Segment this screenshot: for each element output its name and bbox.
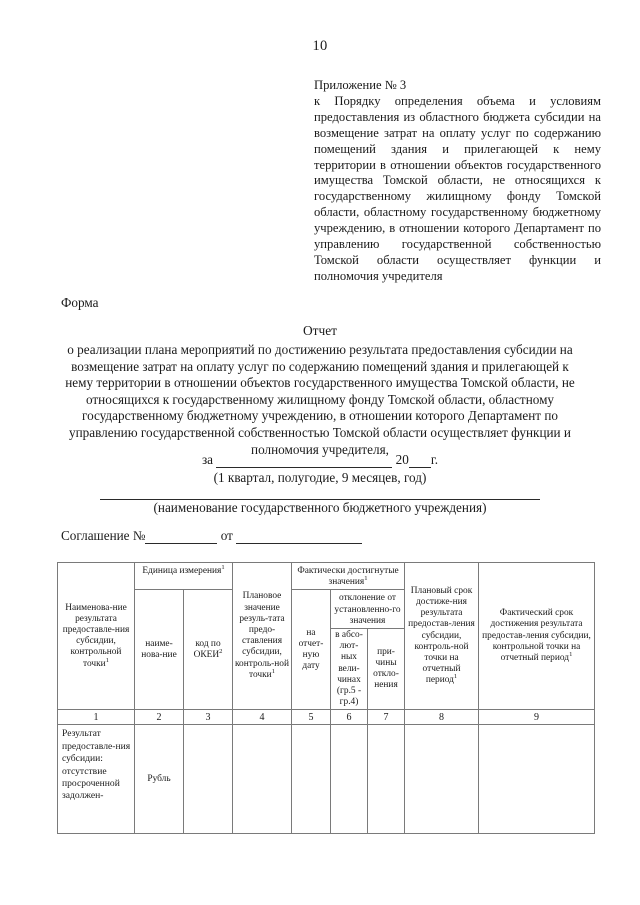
header-result-name-text: Наименова-ние результата предоставле-ния субсидии, контрольной точки (62, 602, 130, 669)
header-planned-term-sup: 1 (453, 673, 458, 681)
header-planned-value-sup: 1 (271, 667, 275, 675)
header-actual-group-text: Фактически достигнутые значения (297, 566, 399, 588)
agreement-number-field[interactable] (145, 530, 217, 544)
header-unit-code-text: код по ОКЕИ (193, 638, 221, 660)
column-number-8: 8 (405, 710, 479, 725)
header-on-report-date: на отчет-ную дату (292, 590, 331, 710)
cell-actual-term[interactable] (479, 725, 595, 834)
cell-unit-code[interactable] (184, 725, 233, 834)
period-hint: (1 квартал, полугодие, 9 месяцев, год) (213, 470, 427, 485)
page-number: 10 (312, 38, 328, 54)
appendix-reference-block (314, 78, 601, 285)
agreement-line (61, 528, 362, 544)
header-actual-term (479, 563, 595, 710)
header-unit-code (184, 590, 233, 710)
column-number-2: 2 (135, 710, 184, 725)
header-actual-group-sup: 1 (364, 575, 368, 583)
agreement-date-field[interactable] (236, 530, 362, 544)
cell-deviation-absolute[interactable] (331, 725, 368, 834)
header-deviation-reason: при-чины откло-нения (368, 629, 405, 710)
table-header-row-1 (58, 563, 595, 590)
report-heading: Отчет (302, 323, 338, 338)
header-deviation-absolute: в абсо-лют-ных вели-чинах (гр.5 - гр.4) (331, 629, 368, 710)
agreement-from-label: от (220, 528, 233, 543)
header-unit-name: наиме-нова-ние (135, 590, 184, 710)
table-column-number-row (58, 710, 595, 725)
column-number-1: 1 (58, 710, 135, 725)
cell-on-report-date[interactable] (292, 725, 331, 834)
agreement-label: Соглашение № (61, 528, 146, 543)
table-row (58, 725, 595, 834)
cell-planned-term[interactable] (405, 725, 479, 834)
appendix-title: Приложение № 3 (314, 78, 407, 92)
header-unit-group-sup: 1 (221, 563, 225, 571)
header-unit-group (135, 563, 233, 590)
period-suffix-label: г. (430, 452, 439, 467)
header-result-name-sup: 1 (105, 656, 109, 664)
header-planned-value (233, 563, 292, 710)
report-subtitle: о реализации плана мероприятий по достижению результата предоставления субсидии на возмещение затрат на оплату услуг по содержанию помещений здания и прилегающей к нему территории в отношении объектов государственного имущества Томской области, не относящихся к государственному жилищному фонду Томской области, областному государственному бюджетному учреждению, в отношении которого Департамент по управлению государственной собственностью Томской области осуществляет функции и полномочия учредителя, (65, 342, 575, 457)
appendix-body: к Порядку определения объема и условиям предоставления из областного бюджета субсидии на возмещение затрат на оплату услуг по содержанию помещений здания и прилегающей к нему территории в отношении объектов государственного имущества Томской области, не относящихся к государственному жилищному фонду Томской области, областному государственному бюджетному учреждению, в отношении которого Департамент по управлению государственной собственностью Томской области осуществляет функции и полномочия учредителя (314, 93, 601, 283)
form-label: Форма (61, 295, 99, 310)
column-number-9: 9 (479, 710, 595, 725)
period-year-blank-field[interactable] (409, 454, 431, 468)
header-actual-term-text: Фактический срок достижения результата предостав-ления субсидии, контрольной точки на отчетный период (482, 608, 591, 664)
header-planned-value-text: Плановое значение резуль-тата предо-ставления субсидии, контроль-ной точки (234, 591, 290, 680)
column-number-6: 6 (331, 710, 368, 725)
cell-unit-name[interactable]: Рубль (135, 725, 184, 834)
column-number-4: 4 (233, 710, 292, 725)
period-blank-field[interactable] (216, 454, 392, 468)
header-unit-code-sup: 2 (219, 647, 223, 655)
cell-planned-value[interactable] (233, 725, 292, 834)
header-unit-group-text: Единица измерения (142, 566, 222, 576)
header-planned-term-text: Плановый срок достиже-ния результата предостав-ления субсидии, контроль-ной точки на отчетный период (408, 585, 475, 686)
report-period-line (0, 452, 640, 468)
period-year-label: 20 (395, 452, 409, 467)
report-table (57, 562, 595, 834)
column-number-7: 7 (368, 710, 405, 725)
header-actual-group (292, 563, 405, 590)
cell-deviation-reason[interactable] (368, 725, 405, 834)
header-actual-term-sup: 1 (569, 650, 573, 658)
institution-name-caption: (наименование государственного бюджетного учреждения) (153, 500, 487, 515)
column-number-3: 3 (184, 710, 233, 725)
cell-result-name[interactable]: Результат предоставле-ния субсидии: отсутствие просроченной задолжен- (58, 725, 135, 834)
header-planned-term (405, 563, 479, 710)
period-prefix-label: за (201, 452, 214, 467)
header-result-name (58, 563, 135, 710)
column-number-5: 5 (292, 710, 331, 725)
header-deviation-group: отклонение от установленно-го значения (331, 590, 405, 629)
